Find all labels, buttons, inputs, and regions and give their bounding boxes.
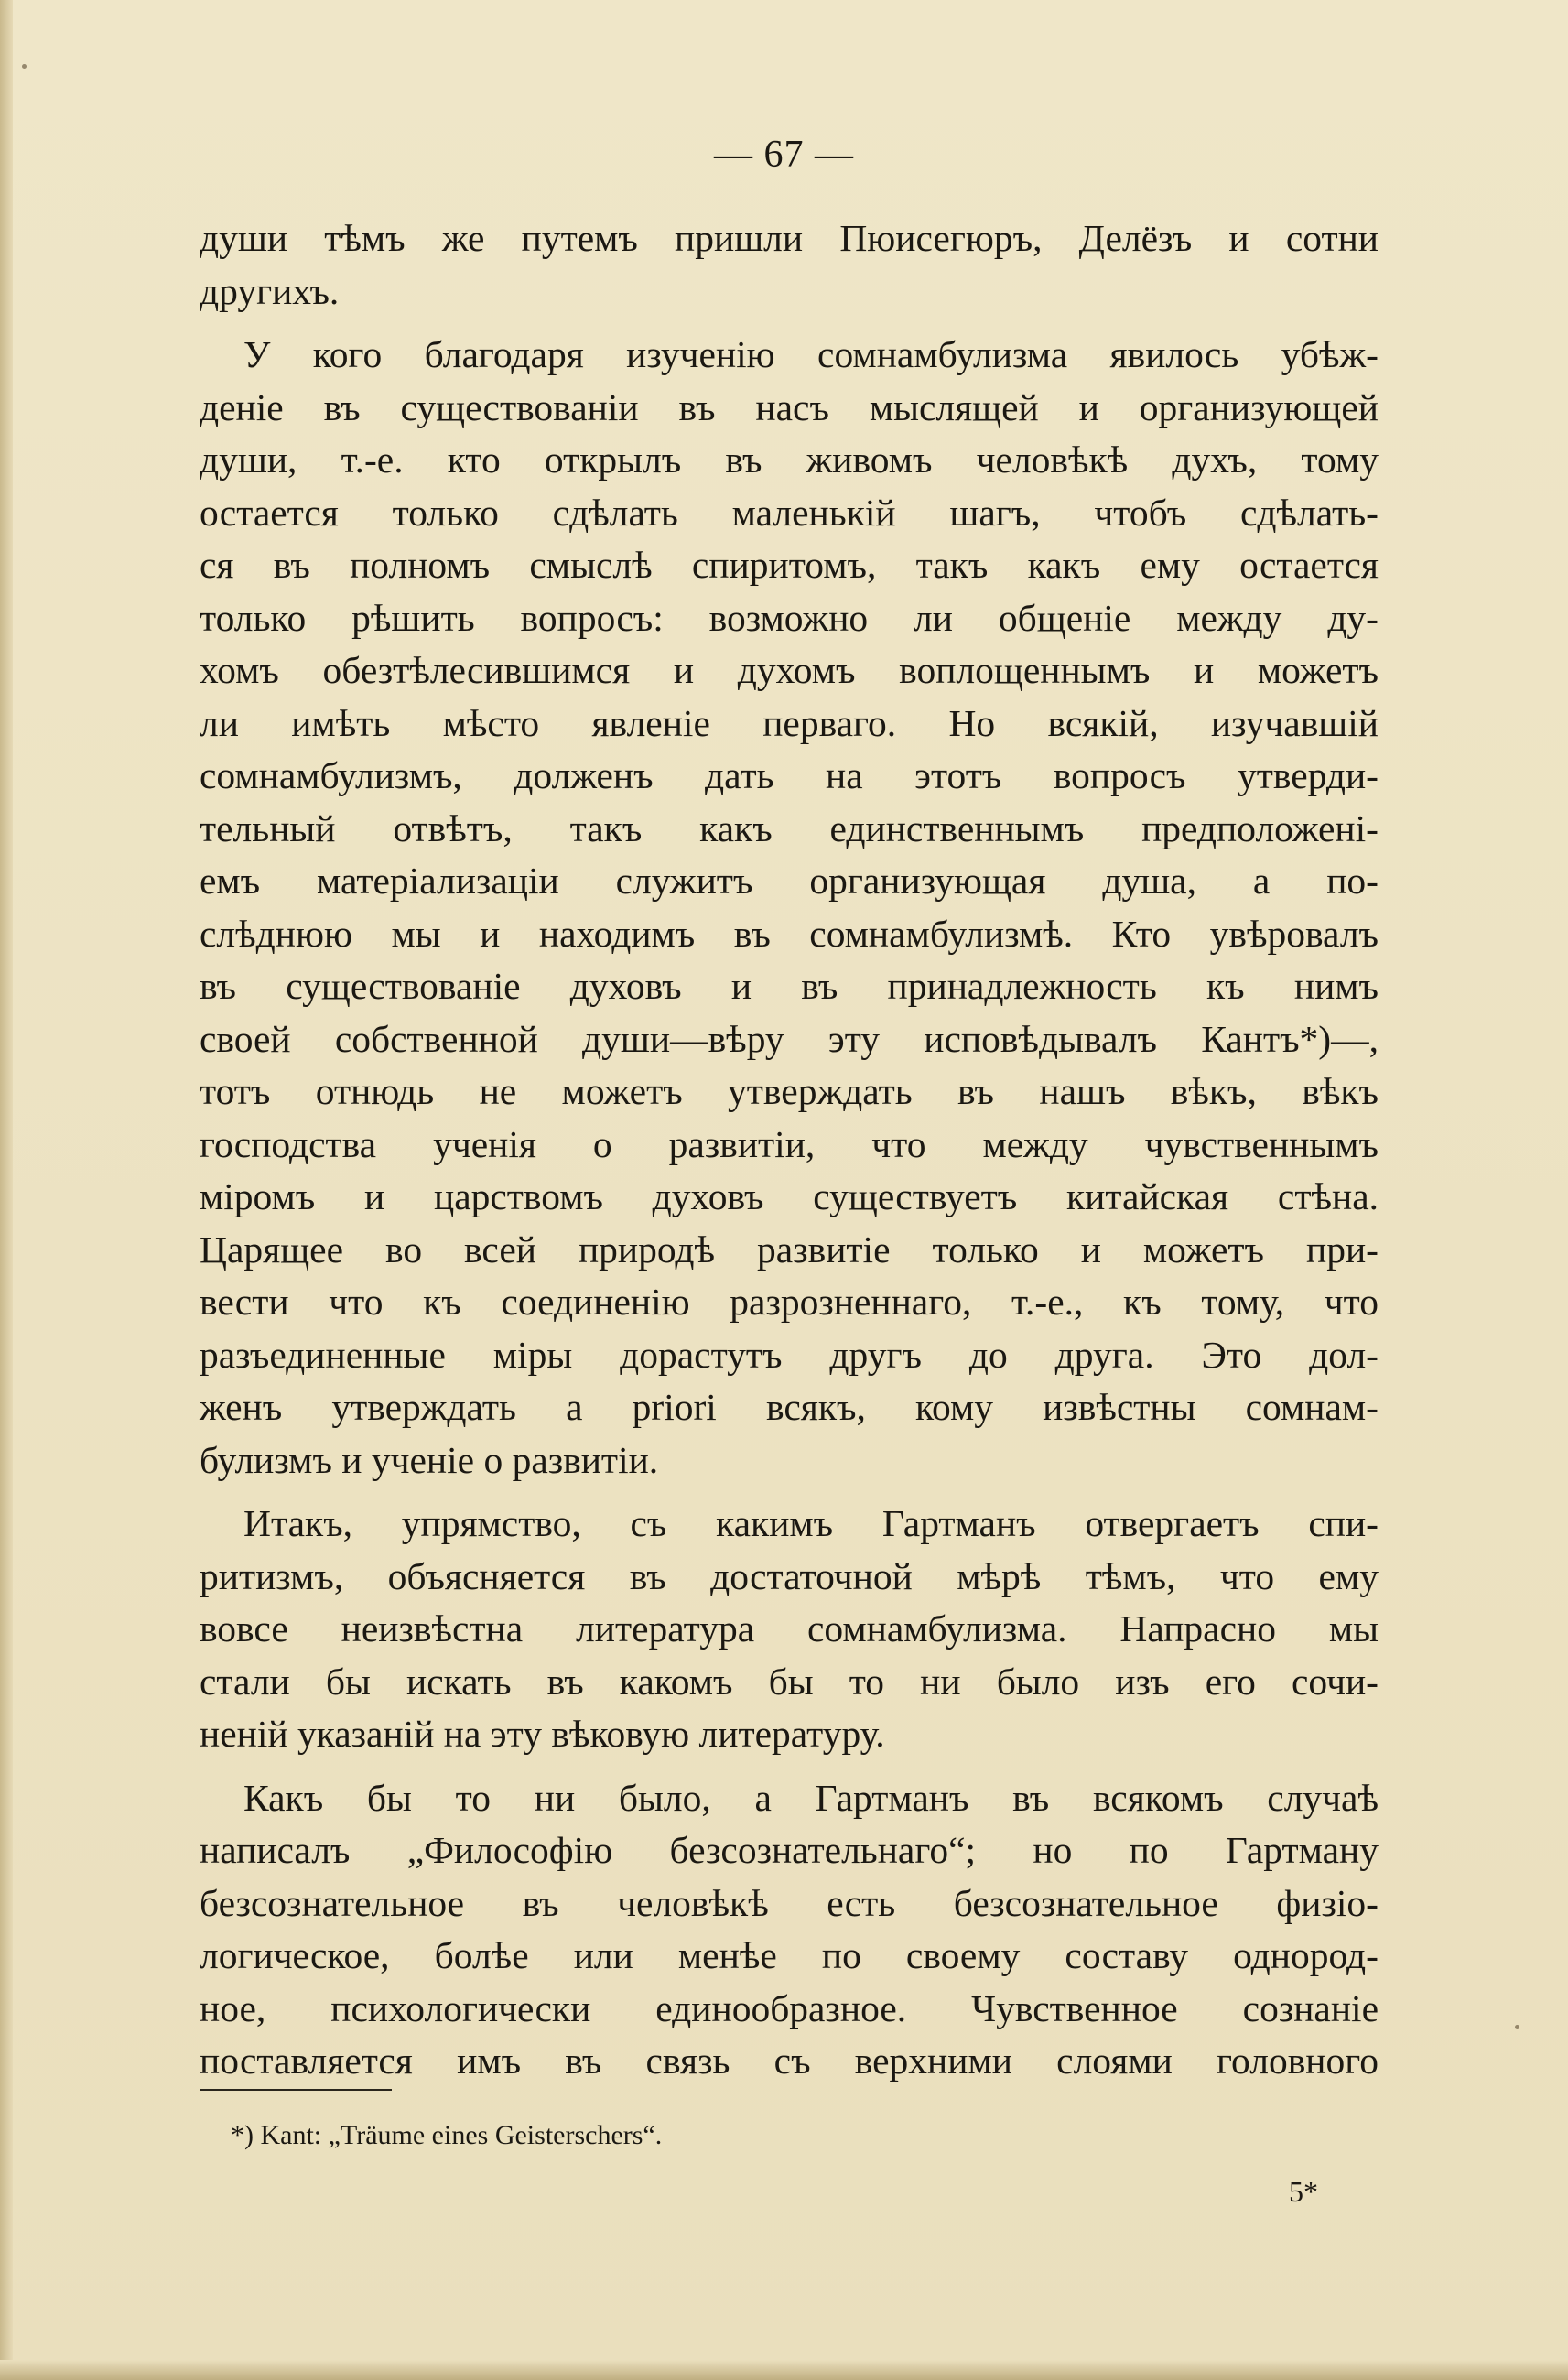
text-line: другихъ. (200, 269, 340, 312)
text-line: булизмъ и ученіе о развитіи. (200, 1438, 659, 1481)
text-line: женъ утверждать a priori всякъ, кому извѣстны сомнам- (200, 1386, 1379, 1428)
body-text (200, 212, 1379, 2088)
paper-speck (1515, 2025, 1519, 2029)
text-line: разъединенные міры дорастутъ другъ до друга. Это дол- (200, 1333, 1379, 1376)
page-bottom-edge (0, 2360, 1568, 2380)
text-line: написалъ „Философію безсознательнаго“; но по Гартману (200, 1829, 1379, 1871)
text-line: вести что къ соединенію разрозненнаго, т.-е., къ тому, что (200, 1281, 1379, 1323)
text-line: міромъ и царствомъ духовъ существуетъ китайская стѣна. (200, 1175, 1379, 1217)
text-line: господства ученія о развитіи, что между чувственнымъ (200, 1122, 1379, 1165)
text-line: слѣднюю мы и находимъ въ сомнамбулизмѣ. Кто увѣровалъ (200, 912, 1379, 955)
text-line: безсознательное въ человѣкѣ есть безсознательное физіо- (200, 1881, 1379, 1924)
text-line: деніе въ существованіи въ насъ мыслящей и организующей (200, 385, 1379, 428)
text-line: своей собственной души—вѣру эту исповѣдывалъ Кантъ*)—, (200, 1017, 1379, 1060)
paragraph (200, 212, 1379, 318)
text-line: логическое, болѣе или менѣе по своему составу однород- (200, 1934, 1379, 1976)
text-line: поставляется имъ въ связь съ верхними слоями головного (200, 2039, 1379, 2082)
text-line: ритизмъ, объясняется въ достаточной мѣрѣ тѣмъ, что ему (200, 1554, 1379, 1597)
text-line: ное, психологически единообразное. Чувственное сознаніе (200, 1986, 1379, 2029)
page-left-edge (0, 0, 13, 2380)
text-line: хомъ обезтѣлесившимся и духомъ воплощеннымъ и можетъ (200, 649, 1379, 691)
paragraph (200, 1772, 1379, 2088)
text-line: тотъ отнюдь не можетъ утверждать въ нашъ вѣкъ, вѣкъ (200, 1070, 1379, 1112)
text-line: Итакъ, упрямство, съ какимъ Гартманъ отвергаетъ спи- (243, 1502, 1379, 1544)
page-number: — 67 — (714, 134, 854, 176)
text-line: емъ матеріализаціи служитъ организующая душа, а по- (200, 860, 1379, 902)
text-line: остается только сдѣлать маленькій шагъ, чтобъ сдѣлать- (200, 491, 1379, 534)
text-line: ся въ полномъ смыслѣ спиритомъ, такъ какъ ему остается (200, 544, 1379, 586)
text-line: только рѣшить вопросъ: возможно ли общеніе между ду- (200, 596, 1379, 639)
paragraph (200, 329, 1379, 1487)
text-line: вовсе неизвѣстна литература сомнамбулизма. Напрасно мы (200, 1607, 1379, 1650)
text-line: неній указаній на эту вѣковую литературу. (200, 1713, 885, 1755)
text-line: души тѣмъ же путемъ пришли Пюисегюръ, Делёзъ и сотни (200, 217, 1379, 259)
footnote: *) Kant: „Träume eines Geisterschers“. (231, 2120, 663, 2150)
text-line: тельный отвѣтъ, такъ какъ единственнымъ предположені- (200, 806, 1379, 849)
text-line: Какъ бы то ни было, а Гартманъ въ всякомъ случаѣ (243, 1776, 1379, 1819)
text-line: ли имѣть мѣсто явленіе перваго. Но всякій, изучавшій (200, 701, 1379, 744)
text-line: У кого благодаря изученію сомнамбулизма явилось убѣж- (243, 333, 1379, 375)
paper-speck (22, 64, 27, 69)
signature-mark: 5* (1289, 2175, 1318, 2208)
text-line: души, т.-е. кто открылъ въ живомъ человѣкѣ духъ, тому (200, 438, 1379, 481)
text-line: сомнамбулизмъ, долженъ дать на этотъ вопросъ утверди- (200, 754, 1379, 796)
footnote-rule (200, 2089, 392, 2091)
text-line: въ существованіе духовъ и въ принадлежность къ нимъ (200, 965, 1379, 1007)
text-line: Царящее во всей природѣ развитіе только и можетъ при- (200, 1228, 1379, 1271)
text-line: стали бы искать въ какомъ бы то ни было изъ его сочи- (200, 1660, 1379, 1703)
paragraph (200, 1498, 1379, 1761)
